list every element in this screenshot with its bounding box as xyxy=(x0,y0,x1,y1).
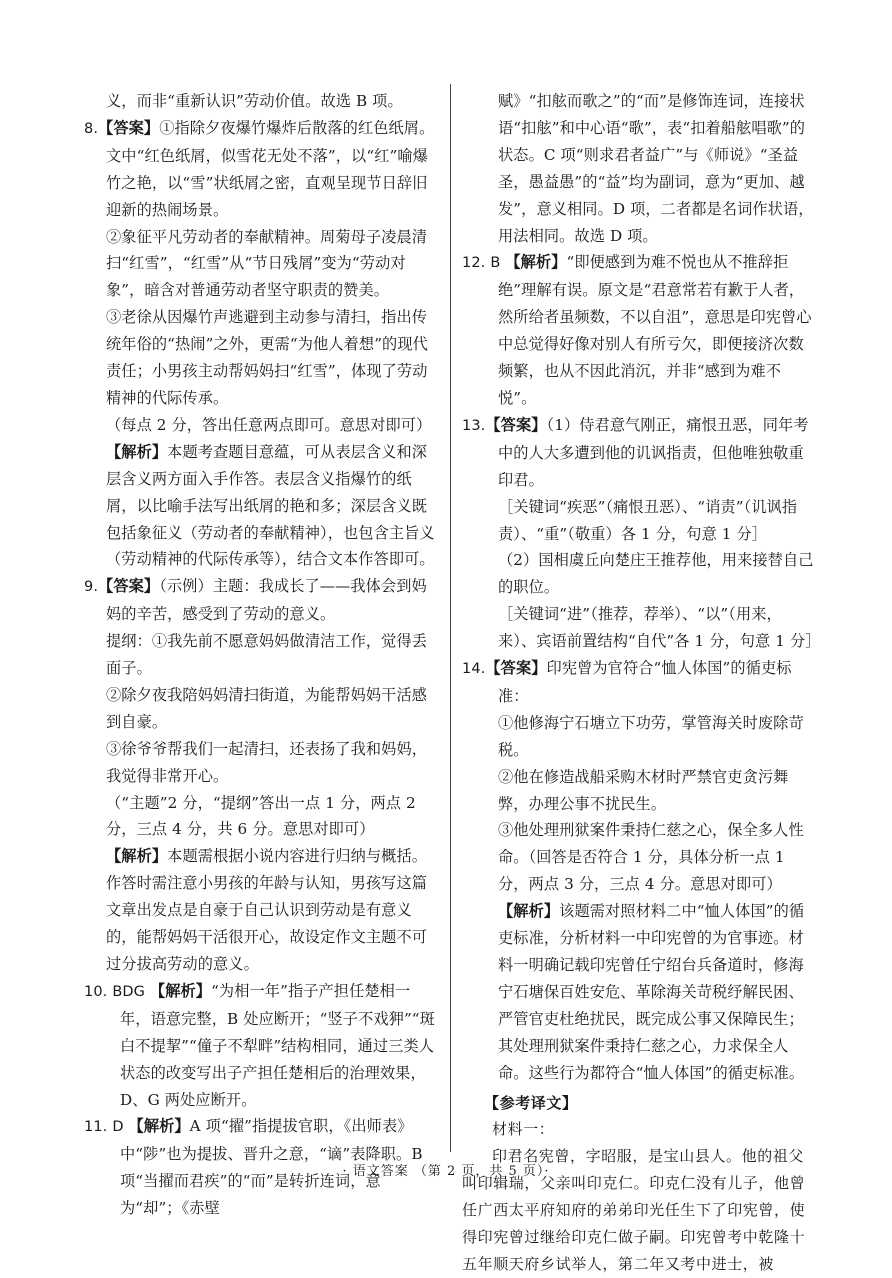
q12-answer xyxy=(462,249,818,411)
column-divider xyxy=(450,84,451,1152)
q13-translation2: （2）国相虞丘向楚庄王推荐他，用来接替自己的职位。 xyxy=(498,551,814,597)
left-column xyxy=(84,88,438,1222)
q14-point1: ①他修海宁石塘立下功劳，掌管海关时废除苛税。 xyxy=(498,713,804,759)
q7-tail: 义，而非“重新认识”劳动价值。故选 B 项。 xyxy=(106,92,403,110)
reference-translation xyxy=(462,1090,818,1278)
q9-scoring: （“主题”2 分，“提纲”答出一点 1 分，两点 2 分，三点 4 分，共 6 分。意思对即可） xyxy=(106,793,416,839)
translation-text: 印君名宪曾，字昭服，是宝山县人。他的祖父叫印辑瑞，父亲叫印克仁。印克仁没有儿子，他曾任广西太平府知府的弟弟印光任生下了印宪曾，使得印宪曾过继给印克仁做子嗣。印宪曾考中乾隆十五年顺天府乡试举人，第二年又考中进士，被 xyxy=(462,1147,806,1273)
q10-analysis: “为相一年”指子产担任楚相一年，语意完整，B 处应断开；“竖子不戏狎”“斑白不提挈”“僮子不犁畔”结构相同，通过三类人状态的改变写出子产担任楚相后的治理效果，D、G 两处应断开。 xyxy=(120,981,435,1109)
q11-analysis-continued: 赋》“扣舷而歌之”的“而”是修饰连词，连接状语“扣舷”和中心语“歌”，表“扣着船舷唱歌”的状态。C 项“则求君者益广”与《师说》“圣益圣，愚益愚”的“益”均为副词，意为“更加、越发”，意义相同。D 项，二者都是名词作状语，用法相同。故选 D 项。 xyxy=(498,92,814,245)
q14-number: 14. xyxy=(462,661,486,678)
q13-keywords1: ［关键词“疾恶”（痛恨丑恶）、“诮责”（讥讽指责）、“重”（敬重）各 1 分，句意 1 分］ xyxy=(498,497,798,543)
q14-answer-tag: 【答案】 xyxy=(485,659,547,678)
q8-answer xyxy=(84,115,438,573)
q8-analysis: 本题考查题目意蕴，可从表层含义和深层含义两方面入手作答。表层含义指爆竹的纸屑，以比喻手法写出纸屑的艳和多；深层含义既包括象征义（劳动者的奉献精神），也包含主旨义（劳动精神的代际传承等），结合文本作答即可。 xyxy=(106,442,435,569)
q12-analysis-tag: 【解析】 xyxy=(505,253,567,272)
q13-keywords2: ［关键词“进”（推荐，荐举）、“以”（用来，来）、宾语前置结构“自代”各 1 分，句意 1 分］ xyxy=(498,605,821,651)
q11-analysis-tag: 【解析】 xyxy=(128,1117,190,1136)
q14-point2: ②他在修造战船采购木材时严禁官吏贪污舞弊，办理公事不扰民生。 xyxy=(498,767,789,813)
page-footer: · 语文答案 （第 2 页，共 5 页）· xyxy=(342,1164,550,1179)
q8-point1: ①指除夕夜爆竹爆炸后散落的红色纸屑。文中“红色纸屑，似雪花无处不落”，以“红”喻爆竹之艳，以“雪”状纸屑之密，直观呈现节日辞旧迎新的热闹场景。 xyxy=(106,118,435,219)
q13-answer-tag: 【答案】 xyxy=(485,415,547,434)
q9-answer xyxy=(84,573,438,978)
q14-point3: ③他处理刑狱案件秉持仁慈之心，保全多人性命。（回答是否符合 1 分，具体分析一点 1 分，两点 3 分，三点 4 分。意思对即可） xyxy=(498,821,804,894)
q14-analysis: 该题需对照材料二中“恤人体国”的循吏标准，分析材料一中印宪曾的为官事迹。材料一明确记载印宪曾任宁绍台兵备道时，修海宁石塘保百姓安危、革除海关苛税纾解民困、严管官吏杜绝扰民，既完成公事又保障民生；其处理刑狱案件秉持仁慈之心，力求保全人命。这些行为都符合“恤人体国”的循吏标准。 xyxy=(498,902,805,1082)
translation-title: 【参考译文】 xyxy=(484,1093,578,1112)
q13-number: 13. xyxy=(462,417,486,434)
q10-analysis-tag: 【解析】 xyxy=(149,981,212,1000)
q14-intro: 印宪曾为官符合“恤人体国”的循吏标准： xyxy=(498,659,792,705)
right-column xyxy=(462,88,821,1278)
q9-number: 9. xyxy=(84,579,99,596)
q10-answer xyxy=(84,978,438,1114)
q9-answer-tag: 【答案】 xyxy=(98,577,160,596)
q9-analysis-tag: 【解析】 xyxy=(106,847,168,866)
q14-answer xyxy=(462,655,818,1087)
q9-outline2: ②除夕夜我陪妈妈清扫街道，为能帮妈妈干活感到自豪。 xyxy=(106,685,428,731)
q9-theme: （示例）主题：我成长了——我体会到妈妈的辛苦，感受到了劳动的意义。 xyxy=(106,577,427,624)
q11-choice: D xyxy=(112,1119,124,1136)
q14-analysis-tag: 【解析】 xyxy=(498,902,560,921)
q11-analysis: A 项“擢”指提拔官职，《出师表》中“陟”也为提拔、晋升之意，“谪”表降职。B 项“当擢而君疾”的“而”是转折连词，意为“却”；《赤壁 xyxy=(120,1117,423,1218)
q12-analysis: “即便感到为难不悦也从不推辞拒绝”理解有误。原文是“君意常若有歉于人者，然所给者虽频数，不以自沮”，意思是印宪曾心中总觉得好像对别人有所亏欠，即便接济次数频繁，也从不因此消沉，并非“感到为难不悦”。 xyxy=(498,253,812,407)
q11-number: 11. xyxy=(84,1119,108,1136)
q9-analysis: 本题需根据小说内容进行归纳与概括。作答时需注意小男孩的年龄与认知，男孩写这篇文章出发点是自豪于自己认识到劳动是有意义的，能帮妈妈干活很开心，故设定作文主题不可过分拔高劳动的意义。 xyxy=(106,847,428,973)
q10-choice: BDG xyxy=(112,983,145,1000)
q8-answer-tag: 【答案】 xyxy=(98,118,160,137)
q12-number: 12. xyxy=(462,255,486,272)
q13-translation1: （1）侍君意气刚正，痛恨丑恶，同年考中的人大多遭到他的讥讽指责，但他唯独敬重印君。 xyxy=(498,415,809,489)
q9-outline3: ③徐爷爷帮我们一起清扫，还表扬了我和妈妈，我觉得非常开心。 xyxy=(106,739,428,785)
q8-analysis-tag: 【解析】 xyxy=(106,442,168,461)
q13-answer xyxy=(462,412,821,655)
translation-subtitle: 材料一： xyxy=(492,1120,555,1139)
q12-choice: B xyxy=(490,255,501,272)
q8-point3: ③老徐从因爆竹声逃避到主动参与清扫，指出传统年俗的“热闹”之外，更需“为他人着想”的现代责任；小男孩主动帮妈妈扫“红雪”，体现了劳动精神的代际传承。 xyxy=(106,308,428,407)
q8-number: 8. xyxy=(84,120,99,137)
q8-point2: ②象征平凡劳动者的奉献精神。周菊母子凌晨清扫“红雪”，“红雪”从“节日残屑”变为“劳动对象”，暗含对普通劳动者坚守职责的赞美。 xyxy=(106,227,428,300)
q10-number: 10. xyxy=(84,983,108,1000)
q8-scoring: （每点 2 分，答出任意两点即可。意思对即可） xyxy=(106,415,432,434)
q9-outline1: 提纲：①我先前不愿意妈妈做清洁工作，觉得丢面子。 xyxy=(106,632,428,678)
